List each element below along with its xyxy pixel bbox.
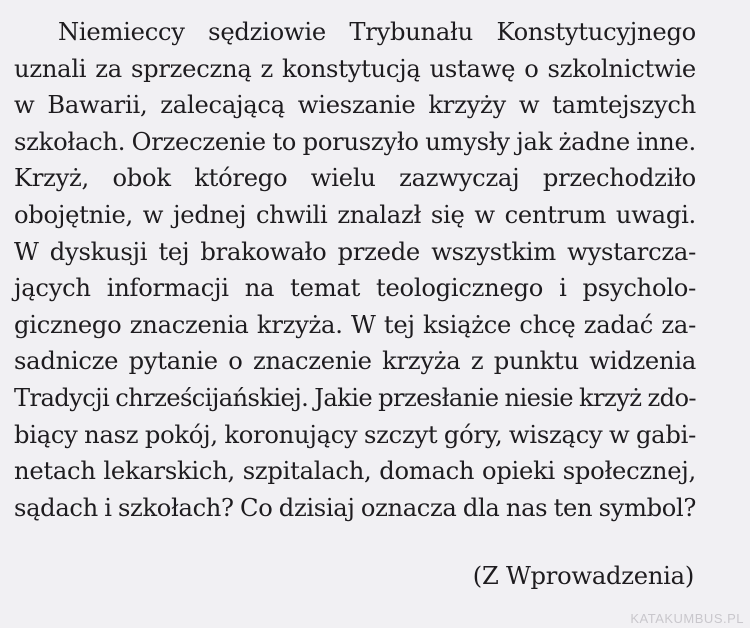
text-line-9: gicznego znaczenia krzyża. W tej książce chcę zadać za-	[14, 310, 696, 339]
text-line-3: w Bawarii, zalecającą wieszanie krzyży w tamtejszych	[14, 91, 696, 120]
text-line-7: W dyskusji tej brakowało przede wszystkim wystarcza-	[14, 237, 696, 266]
source-attribution: (Z Wprowadzenia)	[472, 562, 694, 590]
text-line-5: Krzyż, obok którego wielu zazwyczaj przechodziło	[14, 164, 696, 193]
text-line-2: uznali za sprzeczną z konstytucją ustawę o szkolnictwie	[14, 54, 696, 83]
text-line-6: obojętnie, w jednej chwili znalazł się w centrum uwagi.	[14, 200, 696, 229]
text-line-12: biący nasz pokój, koronujący szczyt góry, wiszący w gabi-	[14, 420, 696, 449]
text-line-14: sądach i szkołach? Co dzisiaj oznacza dla nas ten symbol?	[14, 493, 696, 522]
text-line-1: Niemieccy sędziowie Trybunału Konstytucyjnego	[58, 18, 696, 46]
text-line-4: szkołach. Orzeczenie to poruszyło umysły jak żadne inne.	[14, 127, 696, 156]
excerpt-paragraph	[14, 14, 696, 526]
text-line-13: netach lekarskich, szpitalach, domach opieki społecznej,	[14, 457, 696, 486]
text-line-11: Tradycji chrześcijańskiej. Jakie przesłanie niesie krzyż zdo-	[14, 383, 696, 412]
text-line-10: sadnicze pytanie o znaczenie krzyża z punktu widzenia	[14, 347, 696, 376]
site-watermark: KATAKUMBUS.PL	[630, 611, 744, 626]
text-line-8: jących informacji na temat teologicznego i psycholo-	[14, 274, 696, 303]
